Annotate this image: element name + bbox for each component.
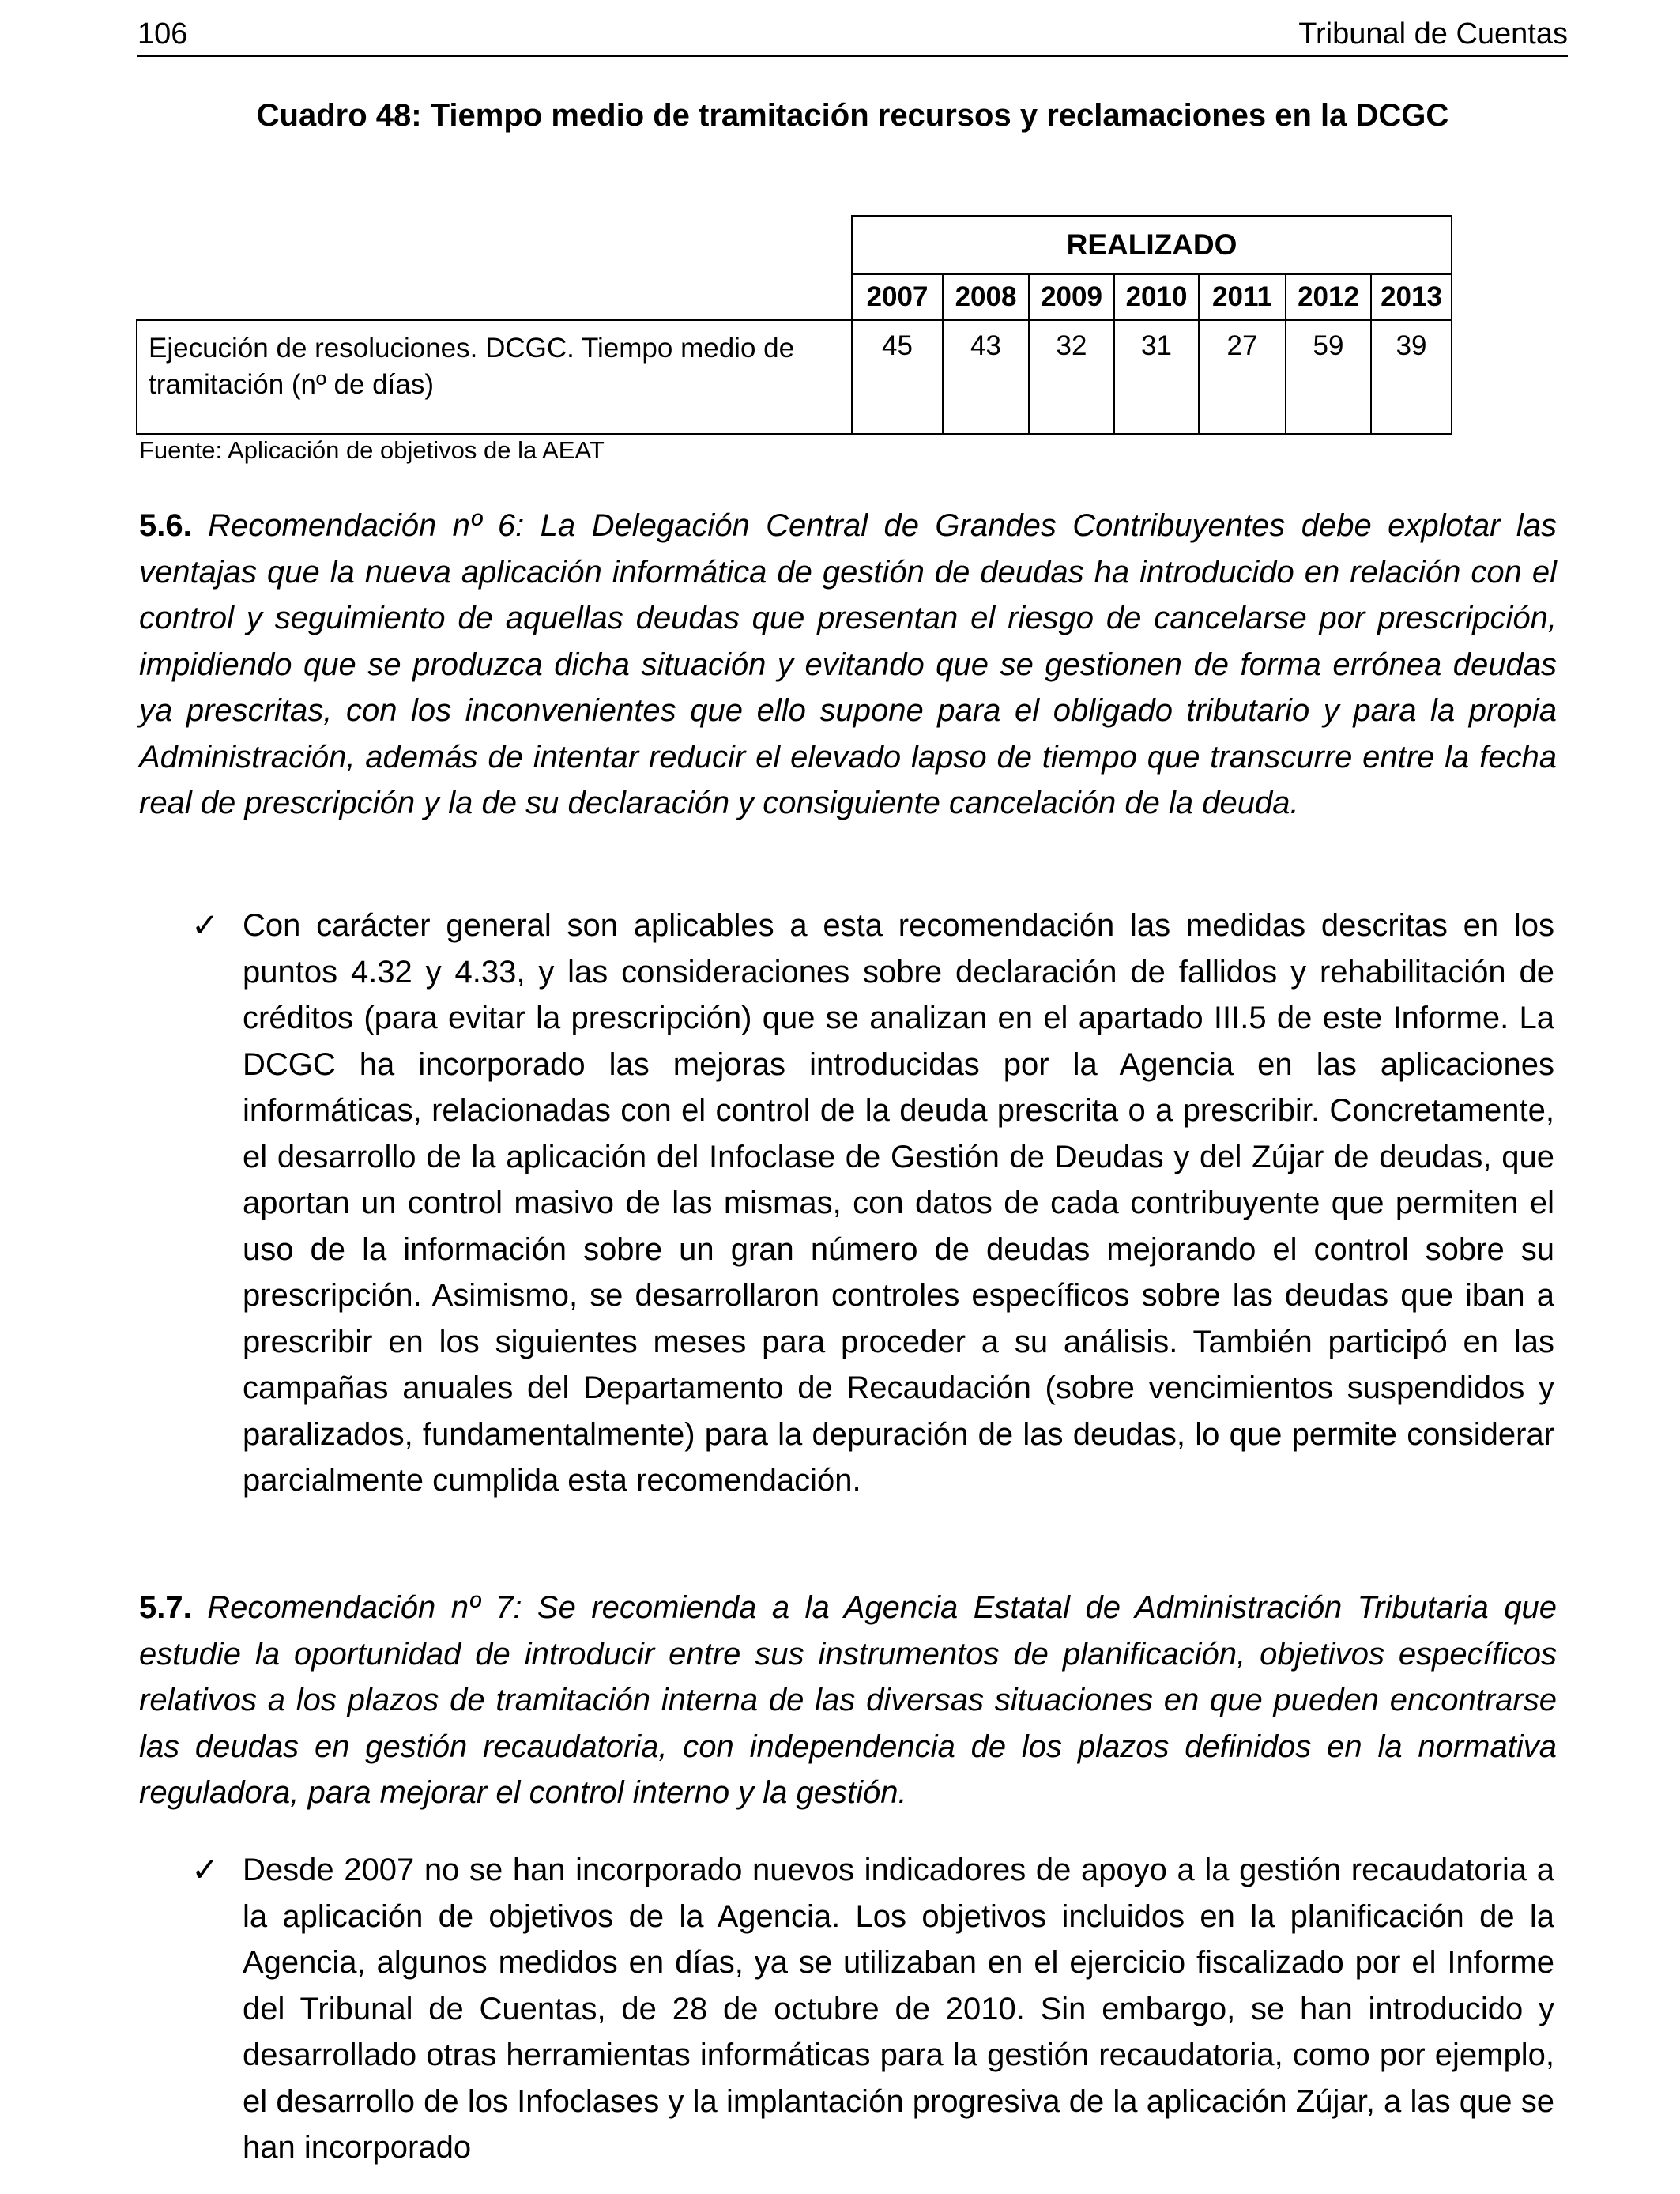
value-cell: 31 [1114, 320, 1199, 434]
year-header: 2010 [1114, 274, 1199, 320]
year-header: 2012 [1286, 274, 1371, 320]
data-table [136, 215, 1452, 435]
year-header: 2013 [1371, 274, 1452, 320]
section-number: 5.7. [139, 1590, 192, 1625]
page-header [137, 14, 1568, 57]
table-caption: Cuadro 48: Tiempo medio de tramitación recursos y reclamaciones en la DCGC [256, 98, 1449, 133]
section-5-6 [139, 503, 1557, 827]
recommendation-text: Recomendación nº 6: La Delegación Central de Grandes Contribuyentes debe explotar las ventajas que la nueva aplicación informática de gestión de deudas ha introducido en relación con el control y seguimiento de aquellas deudas que presentan el riesgo de cancelarse por prescripción, impidiendo que se produzca dicha situación y evitando que se gestionen de forma errónea deudas ya prescritas, con los inconvenientes que ello supone para el obligado tributario y para la propia Administración, además de intentar reducir el elevado lapso de tiempo que transcurre entre la fecha real de prescripción y la de su declaración y consiguiente cancelación de la deuda. [139, 508, 1557, 820]
bullet-paragraph: Con carácter general son aplicables a esta recomendación las medidas descritas en los puntos 4.32 y 4.33, y las consideraciones sobre declaración de fallidos y rehabilitación de créditos (para evitar la prescripción) que se analizan en el apartado III.5 de este Informe. La DCGC ha incorporado las mejoras introducidas por la Agencia en las aplicaciones informáticas, relacionadas con el control de la deuda prescrita o a prescribir. Concretamente, el desarrollo de la aplicación del Infoclase de Gestión de Deudas y del Zújar de deudas, que aportan un control masivo de las mismas, con datos de cada contribuyente que permiten el uso de la información sobre un gran número de deudas mejorando el control sobre su prescripción. Asimismo, se desarrollaron controles específicos sobre las deudas que iban a prescribir en los siguientes meses para proceder a su análisis. También participó en las campañas anuales del Departamento de Recaudación (sobre vencimientos suspendidos y paralizados, fundamentalmente) para la depuración de las deudas, lo que permite considerar parcialmente cumplida esta recomendación. [243, 908, 1554, 1498]
value-cell: 32 [1029, 320, 1114, 434]
running-title: Tribunal de Cuentas [1298, 17, 1568, 51]
year-header: 2007 [852, 274, 943, 320]
table-empty-corner [137, 274, 852, 320]
table-years-row [137, 274, 1452, 320]
value-cell: 27 [1199, 320, 1286, 434]
year-header: 2011 [1199, 274, 1286, 320]
year-header: 2009 [1029, 274, 1114, 320]
page-number: 106 [137, 17, 188, 51]
year-header: 2008 [943, 274, 1029, 320]
checkmark-icon: ✓ [191, 1851, 220, 1888]
value-cell: 59 [1286, 320, 1371, 434]
value-cell: 39 [1371, 320, 1452, 434]
value-cell: 45 [852, 320, 943, 434]
source-note: Fuente: Aplicación de objetivos de la AEAT [139, 436, 605, 464]
table-empty-corner [137, 216, 852, 274]
section-5-7 [139, 1585, 1557, 1816]
row-label: Ejecución de resoluciones. DCGC. Tiempo medio de tramitación (nº de días) [137, 320, 852, 434]
realizado-header: REALIZADO [852, 216, 1452, 274]
bullet-paragraph: Desde 2007 no se han incorporado nuevos indicadores de apoyo a la gestión recaudatoria a la aplicación de objetivos de la Agencia. Los objetivos incluidos en la planificación de la Agencia, algunos medidos en días, ya se utilizaban en el ejercicio fiscalizado por el Informe del Tribunal de Cuentas, de 28 de octubre de 2010. Sin embargo, se han introducido y desarrollado otras herramientas informáticas para la gestión recaudatoria, como por ejemplo, el desarrollo de los Infoclases y la implantación progresiva de la aplicación Zújar, a las que se han incorporado [243, 1853, 1554, 2165]
table-row [137, 320, 1452, 434]
checkmark-icon: ✓ [191, 907, 220, 944]
section-number: 5.6. [139, 508, 192, 543]
value-cell: 43 [943, 320, 1029, 434]
table-group-header-row [137, 216, 1452, 274]
recommendation-text: Recomendación nº 7: Se recomienda a la Agencia Estatal de Administración Tributaria que estudie la oportunidad de introducir entre sus instrumentos de planificación, objetivos específicos relativos a los plazos de tramitación interna de las diversas situaciones en que pueden encontrarse las deudas en gestión recaudatoria, con independencia de los plazos definidos en la normativa reguladora, para mejorar el control interno y la gestión. [139, 1590, 1557, 1810]
